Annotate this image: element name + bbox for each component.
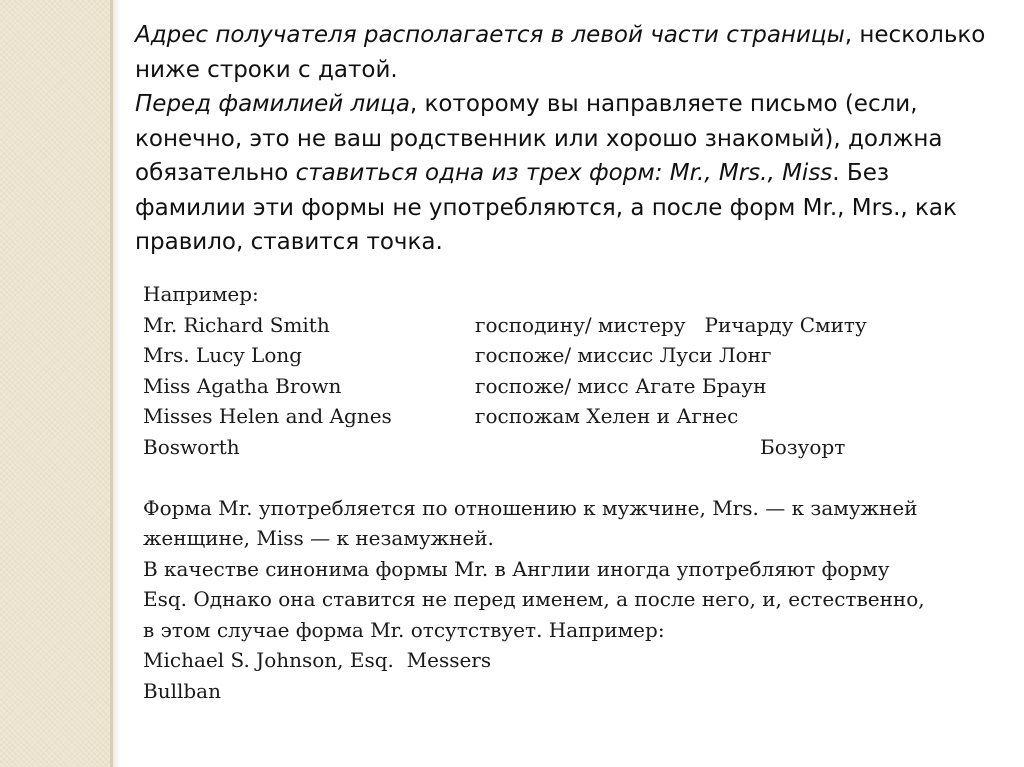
explanation-line: Michael S. Johnson, Esq. Messers <box>143 648 492 672</box>
example-row <box>143 371 1003 402</box>
decorative-side-strip <box>0 0 110 767</box>
example-row <box>143 432 1003 463</box>
example-english-form: Mr. Richard Smith <box>143 312 330 337</box>
intro-p2-text-2: . Без фамилии эти формы не употребляются, а после форм Mr., Mrs., как правило, ставится точка. <box>135 160 957 255</box>
side-strip-shadow <box>113 0 121 767</box>
explanation-line: женщине, Miss — к незамужней. <box>143 526 494 550</box>
example-row <box>143 401 1003 432</box>
explanation-line: в этом случае форма Mr. отсутствует. Например: <box>143 617 665 642</box>
intro-p1-text: , несколько ниже строки с датой. <box>135 22 986 83</box>
example-block <box>143 279 1003 706</box>
intro-p1-italic: Адрес получателя располагается в левой части страницы <box>135 22 845 48</box>
example-russian-translation: госпожам Хелен и Агнес <box>475 404 739 428</box>
explanation-line: Bullban <box>143 678 221 703</box>
intro-paragraph-2 <box>135 87 995 260</box>
explanation-line: В качестве синонима формы Mr. в Англии иногда употребляют форму <box>143 556 890 581</box>
spacer <box>143 462 1003 493</box>
example-russian-translation: госпоже/ мисс Агате Браун <box>475 373 767 398</box>
explanation-line: Форма Mr. употребляется по отношению к мужчине, Mrs. — к замужней <box>143 495 918 520</box>
intro-paragraph-1 <box>135 18 995 87</box>
example-russian-translation: Бозуорт <box>760 434 846 459</box>
intro-paragraphs <box>135 18 995 260</box>
example-row <box>143 340 1003 371</box>
example-english-form: Misses Helen and Agnes <box>143 404 392 428</box>
intro-p2-italic-1: Перед фамилией лица <box>135 91 410 117</box>
intro-p2-italic-2: ставиться одна из трех форм: Mr., Mrs., Miss <box>295 160 833 186</box>
intro-p2-text-1: , которому вы направляете письмо (если, конечно, это не ваш родственник или хорошо знакомый), должна обязательно <box>135 91 943 186</box>
example-russian-translation: господину/ мистеру Ричарду Смиту <box>475 312 867 337</box>
example-row <box>143 310 1003 341</box>
example-english-form: Mrs. Lucy Long <box>143 343 303 367</box>
example-english-form: Miss Agatha Brown <box>143 373 342 398</box>
example-russian-translation: госпоже/ миссис Луси Лонг <box>475 343 772 367</box>
explanation-line: Esq. Однако она ставится не перед именем, а после него, и, естественно, <box>143 587 925 611</box>
example-english-form: Bosworth <box>143 434 240 459</box>
example-heading: Например: <box>143 282 259 306</box>
